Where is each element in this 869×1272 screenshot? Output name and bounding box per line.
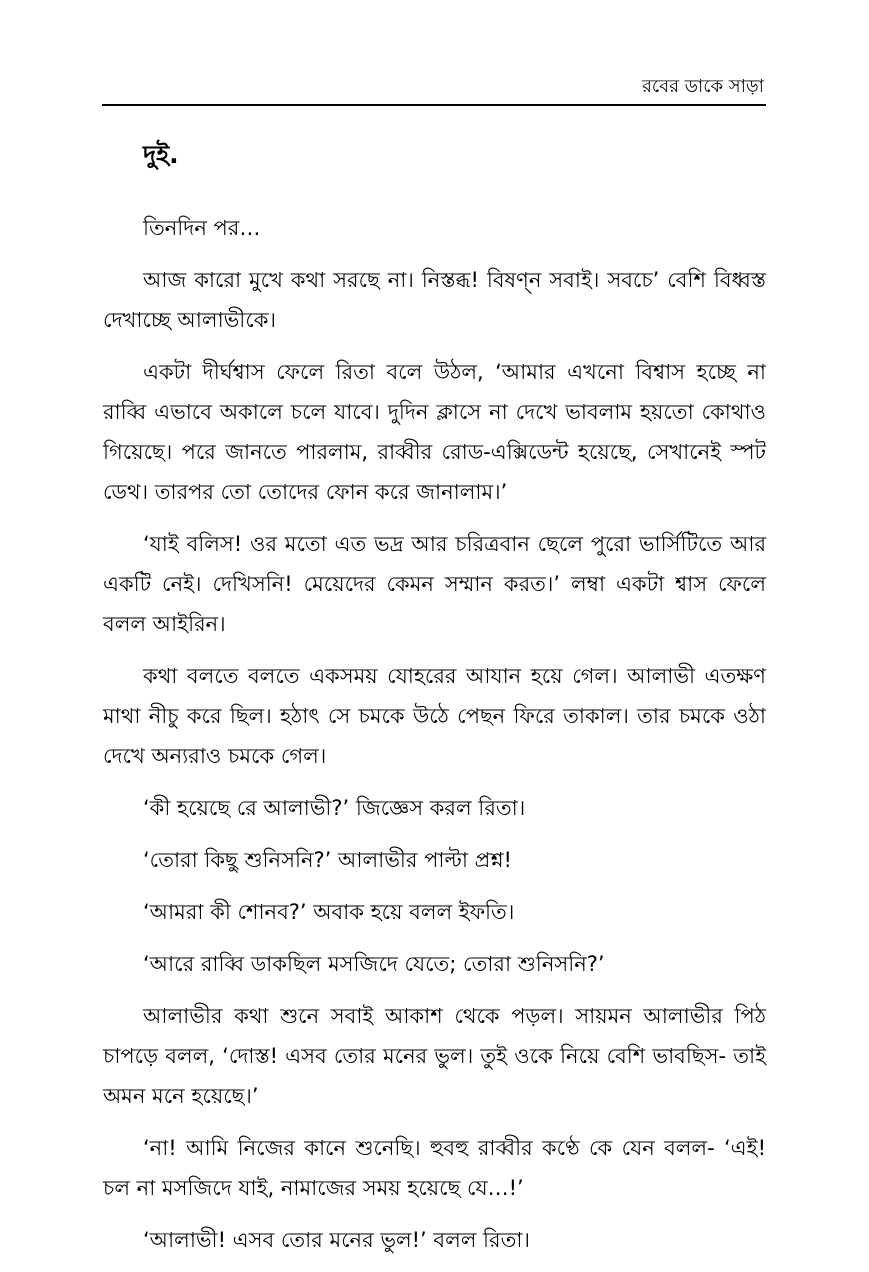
paragraph: ‘কী হয়েছে রে আলাভী?’ জিজ্ঞেস করল রিতা। <box>143 796 526 820</box>
paragraph: তিনদিন পর… <box>143 216 261 240</box>
paragraph: ‘না! আমি নিজের কানে শুনেছি। হুবহু রাব্বীর কণ্ঠে কে যেন বলল- ‘এই! চল না মসজিদে যাই, নামাজের সময় হয়েছে যে…!’ <box>103 1136 766 1200</box>
book-title: রবের ডাকে সাড়া <box>642 76 764 97</box>
paragraph: ‘আমরা কী শোনব?’ অবাক হয়ে বলল ইফতি। <box>143 900 515 924</box>
paragraph: কথা বলতে বলতে একসময় যোহরের আযান হয়ে গেল। আলাভী এতক্ষণ মাথা নীচু করে ছিল। হঠাৎ সে চমকে উঠে পেছন ফিরে তাকাল। তার চমকে ওঠা দেখে অন্যরাও চমকে গেল। <box>103 664 767 768</box>
paragraph: ‘যাই বলিস! ওর মতো এত ভদ্র আর চরিত্রবান ছেলে পুরো ভার্সিটিতে আর একটি নেই। দেখিসনি! মেয়েদের কেমন সম্মান করত।’ লম্বা একটা শ্বাস ফেলে বলল আইরিন। <box>103 532 766 636</box>
paragraph: ‘আলাভী! এসব তোর মনের ভুল!’ বলল রিতা। <box>143 1228 530 1252</box>
chapter-heading: দুই. <box>143 140 179 169</box>
paragraph: ‘তোরা কিছু শুনিসনি?’ আলাভীর পাল্টা প্রশ্ন! <box>143 848 512 872</box>
paragraph: ‘আরে রাব্বি ডাকছিল মসজিদে যেতে; তোরা শুনিসনি?’ <box>143 952 605 976</box>
running-header <box>102 74 766 106</box>
body-text <box>103 208 766 1272</box>
paragraph: আলাভীর কথা শুনে সবাই আকাশ থেকে পড়ল। সায়মন আলাভীর পিঠ চাপড়ে বলল, ‘দোস্ত! এসব তোর মনের ভুল। তুই ওকে নিয়ে বেশি ভাবছিস- তাই অমন মনে হয়েছে।’ <box>103 1004 766 1108</box>
paragraph: আজ কারো মুখে কথা সরছে না। নিস্তব্ধ! বিষণ্ন সবাই। সবচে’ বেশি বিধ্বস্ত দেখাচ্ছে আলাভীকে। <box>103 268 766 332</box>
paragraph: একটা দীর্ঘশ্বাস ফেলে রিতা বলে উঠল, ‘আমার এখনো বিশ্বাস হচ্ছে না রাব্বি এভাবে অকালে চলে যাবে। দুদিন ক্লাসে না দেখে ভাবলাম হয়তো কোথাও গিয়েছে। পরে জানতে পারলাম, রাব্বীর রোড-এক্সিডেন্ট হয়েছে, সেখানেই স্পট ডেথ। তারপর তো তোদের ফোন করে জানালাম।’ <box>103 360 766 504</box>
